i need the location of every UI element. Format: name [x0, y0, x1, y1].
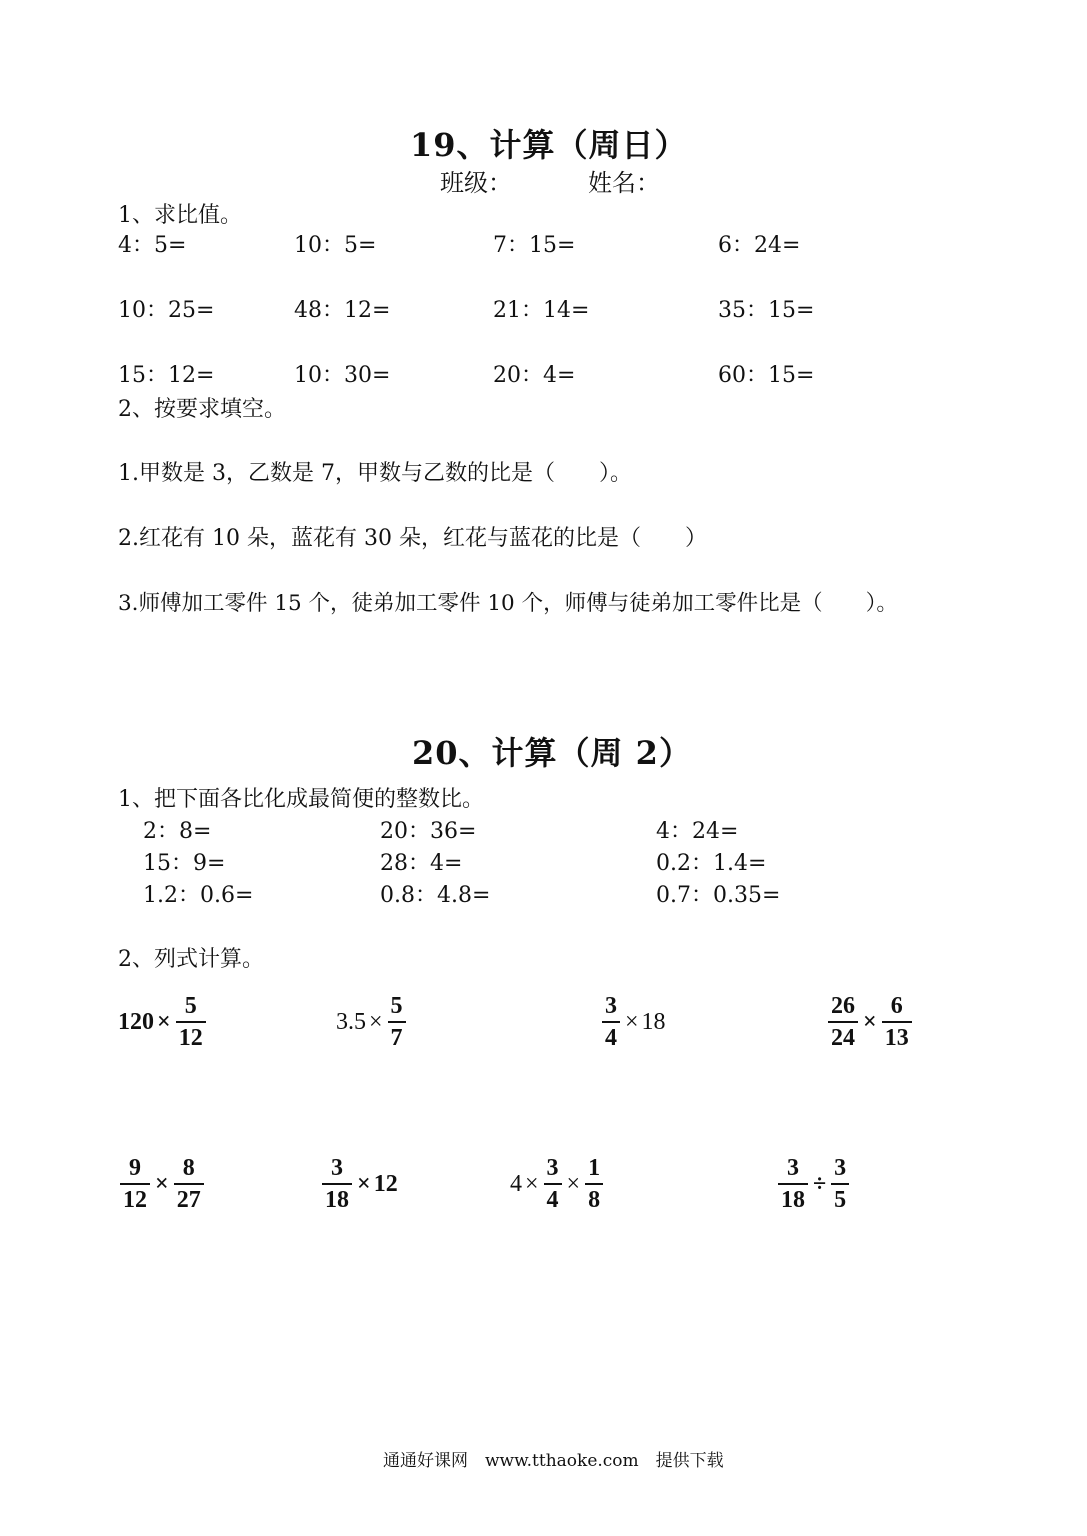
times-sign: × — [863, 1008, 877, 1035]
whole-number: 12 — [373, 1170, 398, 1197]
section-20-part2-heading: 2、列式计算。 — [118, 947, 264, 972]
whole-number: 3.5 — [336, 1008, 366, 1035]
denominator: 13 — [882, 1021, 912, 1051]
fraction — [828, 993, 858, 1051]
expression-5 — [118, 1155, 206, 1213]
expression-3 — [600, 993, 666, 1051]
fraction — [176, 993, 206, 1051]
name-label: 姓名： — [588, 169, 660, 197]
denominator: 18 — [778, 1183, 808, 1213]
fraction — [322, 1155, 352, 1213]
numerator: 1 — [588, 1155, 601, 1181]
ratio-item: 35：15= — [718, 298, 815, 323]
numerator: 3 — [605, 993, 617, 1019]
times-sign: × — [157, 1008, 171, 1035]
ratio-item: 6：24= — [718, 233, 801, 258]
ratio-item: 4：5= — [118, 233, 187, 258]
numerator: 3 — [331, 1155, 343, 1181]
ratio-item: 28：4= — [380, 851, 463, 876]
whole-number: 4 — [510, 1170, 522, 1197]
denominator: 5 — [831, 1183, 849, 1213]
whole-number: 18 — [641, 1008, 666, 1035]
section-19-part1-heading: 1、求比值。 — [118, 203, 242, 228]
ratio-item: 7：15= — [493, 233, 576, 258]
fraction — [174, 1155, 204, 1213]
fill-question-1: 1.甲数是 3，乙数是 7，甲数与乙数的比是（ ）。 — [118, 461, 632, 486]
section-19-title: 19、计算（周日） — [410, 126, 688, 164]
section-20-part1-heading: 1、把下面各比化成最简便的整数比。 — [118, 787, 484, 812]
denominator: 12 — [120, 1183, 150, 1213]
ratio-item: 0.8：4.8= — [380, 883, 491, 908]
ratio-item: 60：15= — [718, 363, 815, 388]
denominator: 4 — [544, 1183, 562, 1213]
times-sign: × — [625, 1008, 639, 1035]
numerator: 3 — [546, 1155, 559, 1181]
denominator: 12 — [176, 1021, 206, 1051]
denominator: 24 — [828, 1021, 858, 1051]
denominator: 8 — [585, 1183, 603, 1213]
divide-sign: ÷ — [813, 1170, 827, 1197]
class-label: 班级： — [440, 169, 512, 197]
expression-4 — [826, 993, 914, 1051]
numerator: 5 — [390, 993, 403, 1019]
ratio-item: 20：36= — [380, 819, 477, 844]
ratio-item: 10：30= — [294, 363, 391, 388]
numerator: 6 — [890, 993, 903, 1019]
fraction — [831, 1155, 849, 1213]
times-sign: × — [525, 1170, 539, 1197]
times-sign: × — [357, 1170, 371, 1197]
fraction — [544, 1155, 562, 1213]
ratio-item: 0.7：0.35= — [656, 883, 781, 908]
ratio-item: 15：9= — [143, 851, 226, 876]
ratio-item: 0.2：1.4= — [656, 851, 767, 876]
ratio-item: 4：24= — [656, 819, 739, 844]
fill-question-2: 2.红花有 10 朵，蓝花有 30 朵，红花与蓝花的比是（ ） — [118, 526, 707, 551]
numerator: 3 — [834, 1155, 847, 1181]
section-20-title: 20、计算（周 2） — [412, 734, 692, 772]
times-sign: × — [369, 1008, 383, 1035]
fraction — [602, 993, 620, 1051]
expression-7 — [510, 1155, 605, 1213]
denominator: 27 — [174, 1183, 204, 1213]
expression-2 — [336, 993, 408, 1051]
denominator: 4 — [602, 1021, 620, 1051]
ratio-item: 1.2：0.6= — [143, 883, 254, 908]
denominator: 7 — [388, 1021, 406, 1051]
ratio-item: 10：25= — [118, 298, 215, 323]
fraction — [120, 1155, 150, 1213]
ratio-item: 10：5= — [294, 233, 377, 258]
fraction — [585, 1155, 603, 1213]
ratio-item: 2：8= — [143, 819, 212, 844]
footer-download-note: 通通好课网 www.tthaoke.com 提供下载 — [383, 1451, 724, 1471]
section-19-part2-heading: 2、按要求填空。 — [118, 397, 286, 422]
numerator: 8 — [182, 1155, 195, 1181]
numerator: 3 — [787, 1155, 799, 1181]
expression-6 — [320, 1155, 398, 1213]
fill-question-3: 3.师傅加工零件 15 个，徒弟加工零件 10 个，师傅与徒弟加工零件比是（ ）。 — [118, 591, 898, 616]
numerator: 9 — [129, 1155, 141, 1181]
numerator: 5 — [184, 993, 197, 1019]
times-sign: × — [155, 1170, 169, 1197]
times-sign: × — [566, 1170, 581, 1197]
numerator: 26 — [831, 993, 855, 1019]
expression-8 — [776, 1155, 851, 1213]
fraction — [388, 993, 406, 1051]
ratio-item: 20：4= — [493, 363, 576, 388]
denominator: 18 — [322, 1183, 352, 1213]
ratio-item: 15：12= — [118, 363, 215, 388]
whole-number: 120 — [118, 1008, 154, 1035]
expression-1 — [118, 993, 208, 1051]
ratio-item: 48：12= — [294, 298, 391, 323]
fraction — [778, 1155, 808, 1213]
ratio-item: 21：14= — [493, 298, 590, 323]
fraction — [882, 993, 912, 1051]
